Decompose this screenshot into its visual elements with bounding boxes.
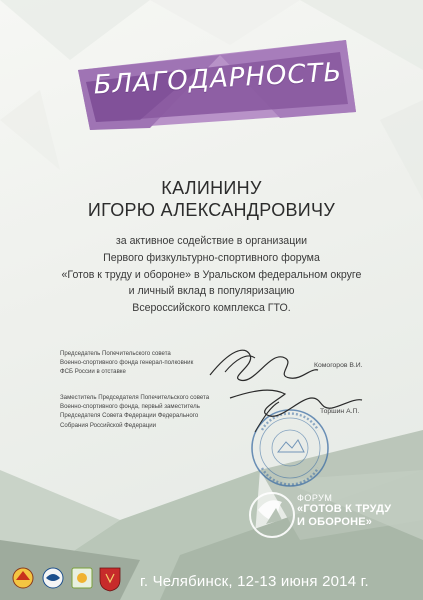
citation-line: и личный вклад в популяризацию [128, 285, 295, 298]
citation-line: «Готов к труду и обороне» в Уральском федеральном округе [61, 268, 362, 281]
recipient-name: ИГОРЮ АЛЕКСАНДРОВИЧУ [87, 200, 336, 220]
signatory-1-name: Комогоров В.И. [314, 362, 363, 369]
citation-line: за активное содействие в организации [115, 235, 308, 247]
signatory-title-line: Военно-спортивного фонда генерал-полковник [60, 359, 194, 367]
emblem-3-icon [72, 568, 92, 588]
signatory-title-line: Председателя Совета Федерации Федерального [60, 412, 199, 420]
citation-line: Первого физкультурно-спортивного форума [103, 251, 320, 264]
signatory-title-line: ФСБ России в отставке [60, 368, 126, 376]
forum-name-line: И ОБОРОНЕ» [297, 515, 373, 528]
emblem-2-icon [43, 568, 63, 588]
forum-logo-word: ФОРУМ [297, 493, 333, 503]
signatory-2-name: Торшин А.П. [320, 408, 360, 415]
certificate-title: БЛАГОДАРНОСТЬ [92, 57, 344, 101]
forum-logo-name [297, 503, 412, 528]
signature-komogorov-icon [210, 350, 318, 380]
citation-text [50, 233, 373, 317]
signatory-title-line: Председатель Попечительского совета [60, 350, 171, 357]
signatory-title-line: Заместитель Председателя Попечительского совета [60, 394, 210, 401]
citation-line: Всероссийского комплекса ГТО. [132, 302, 291, 315]
place-and-date: г. Челябинск, 12-13 июня 2014 г. [140, 573, 369, 590]
signatory-2-title [60, 393, 209, 430]
emblem-1-icon [13, 568, 33, 588]
signatory-1-title [60, 349, 193, 377]
signatory-title-line: Военно-спортивного фонда, первый заместитель [60, 403, 200, 411]
recipient-surname: КАЛИНИНУ [161, 178, 262, 198]
forum-name-line: «ГОТОВ К ТРУДУ [297, 503, 392, 515]
signatory-title-line: Собрания Российской Федерации [60, 421, 157, 429]
emblem-4-icon [100, 568, 120, 591]
